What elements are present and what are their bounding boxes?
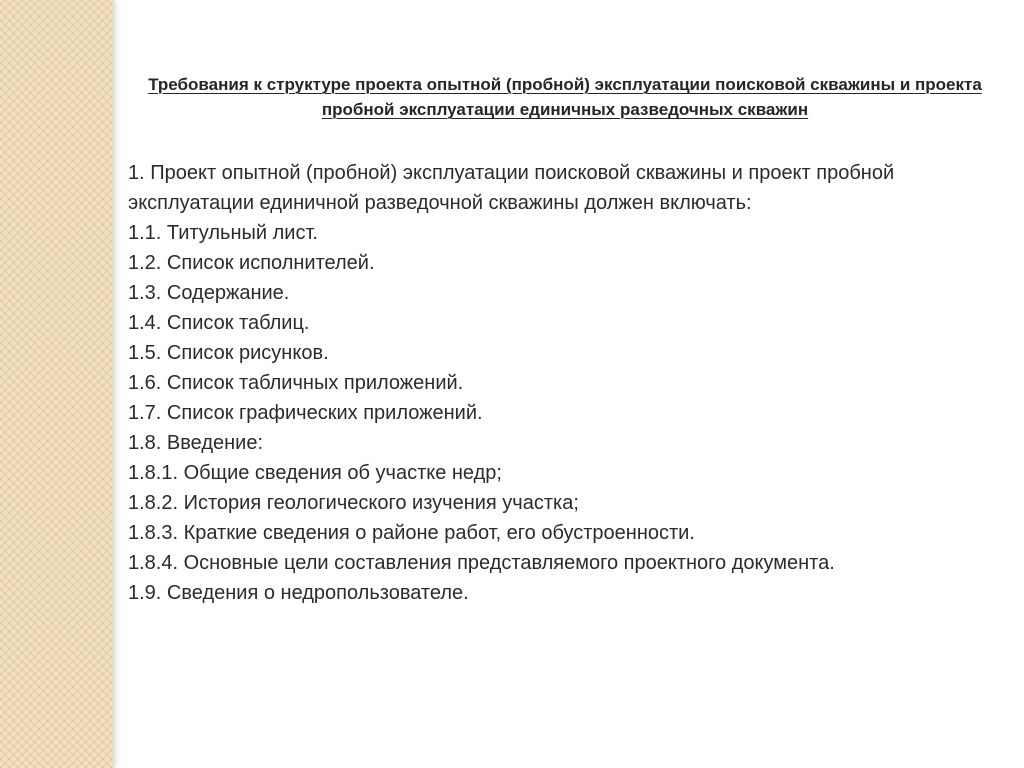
list-item: 1.7. Список графических приложений. — [128, 402, 483, 424]
list-item: 1.8.1. Общие сведения об участке недр; — [128, 462, 502, 484]
list-item: 1.3. Содержание. — [128, 282, 290, 304]
list-item: 1.8. Введение: — [128, 432, 264, 454]
list-item: 1.4. Список таблиц. — [128, 312, 310, 334]
side-strip-edge — [112, 0, 114, 768]
list-item: 1.1. Титульный лист. — [128, 222, 318, 244]
requirements-list — [128, 218, 998, 608]
list-item: 1.8.3. Краткие сведения о районе работ, его обустроенности. — [128, 522, 695, 544]
list-item: 1.5. Список рисунков. — [128, 342, 329, 364]
slide-title: Требования к структуре проекта опытной (пробной) эксплуатации поисковой скважины и проекта пробной эксплуатации единичных разведочных скважин — [148, 75, 982, 119]
list-item: 1.2. Список исполнителей. — [128, 252, 375, 274]
slide-body — [128, 158, 998, 608]
intro-paragraph: 1. Проект опытной (пробной) эксплуатации поисковой скважины и проект пробной эксплуатации единичной разведочной скважины должен включать: — [128, 162, 895, 214]
list-item: 1.8.4. Основные цели составления представляемого проектного документа. — [128, 552, 835, 574]
list-item: 1.8.2. История геологического изучения участка; — [128, 492, 579, 514]
list-item: 1.6. Список табличных приложений. — [128, 372, 464, 394]
decorative-side-strip — [0, 0, 112, 768]
list-item: 1.9. Сведения о недропользователе. — [128, 582, 469, 604]
